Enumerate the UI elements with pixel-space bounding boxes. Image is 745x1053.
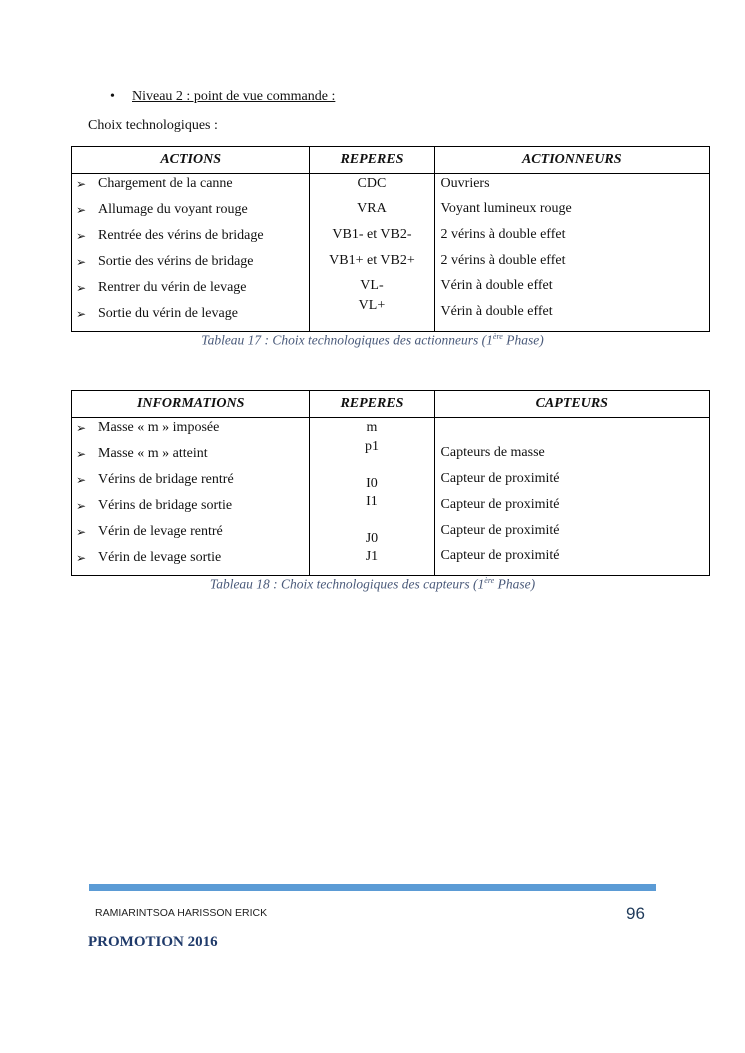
capteurs-cell: [434, 418, 709, 576]
arrowhead-bullet-icon: ➢: [76, 281, 87, 295]
arrowhead-bullet-icon: ➢: [76, 473, 87, 487]
arrowhead-bullet-icon: ➢: [76, 499, 87, 513]
bullet-icon: •: [110, 89, 115, 104]
capteur-value: Capteur de proximité: [440, 471, 560, 486]
actions-cell: [72, 174, 310, 332]
arrowhead-bullet-icon: ➢: [76, 255, 87, 269]
repere-value: VB1- et VB2-: [332, 227, 412, 242]
repere-value: VRA: [357, 201, 387, 216]
footer-divider: [89, 884, 656, 891]
sensors-table: [71, 390, 710, 576]
header-reperes: REPERES: [310, 147, 434, 174]
section-heading-text: Niveau 2 : point de vue commande :: [132, 89, 336, 104]
repere-value: VL-: [360, 278, 384, 293]
subheading: Choix technologiques :: [88, 118, 218, 133]
header-actions: ACTIONS: [72, 147, 310, 174]
actionneur-value: Voyant lumineux rouge: [440, 201, 572, 216]
repere-value: J0: [365, 531, 379, 546]
list-item: ➢ Rentrer du vérin de levage: [76, 280, 247, 295]
section-heading: [110, 89, 335, 105]
footer-author: RAMIARINTSOA HARISSON ERICK: [95, 907, 268, 919]
repere-value: I0: [366, 476, 378, 491]
actionneur-value: Vérin à double effet: [440, 304, 553, 319]
header-capteurs: CAPTEURS: [434, 391, 709, 418]
actionneur-value: 2 vérins à double effet: [440, 227, 566, 242]
arrowhead-bullet-icon: ➢: [76, 447, 87, 461]
repere-value: p1: [364, 439, 379, 454]
footer-promotion: PROMOTION 2016: [88, 934, 218, 950]
repere-value: VB1+ et VB2+: [329, 253, 415, 268]
arrowhead-bullet-icon: ➢: [76, 551, 87, 565]
list-item: ➢ Vérin de levage sortie: [76, 550, 222, 565]
reperes-cell: [310, 174, 434, 332]
list-item: ➢ Vérins de bridage sortie: [76, 498, 233, 513]
arrowhead-bullet-icon: ➢: [76, 525, 87, 539]
list-item: ➢ Chargement de la canne: [76, 176, 233, 191]
repere-value: I1: [366, 494, 378, 509]
repere-value: J1: [365, 549, 379, 564]
header-reperes: REPERES: [310, 391, 434, 418]
list-item: ➢ Masse « m » atteint: [76, 446, 208, 461]
list-item: ➢ Rentrée des vérins de bridage: [76, 228, 264, 243]
actionneur-value: 2 vérins à double effet: [440, 253, 566, 268]
list-item: ➢ Sortie du vérin de levage: [76, 306, 238, 321]
actionneur-value: Vérin à double effet: [440, 278, 553, 293]
table-caption-17: Tableau 17 : Choix technologiques des actionneurs (1ère Phase): [201, 332, 544, 348]
list-item: ➢ Allumage du voyant rouge: [76, 202, 248, 217]
reperes-cell: [310, 418, 434, 576]
actionneur-value: Ouvriers: [440, 176, 490, 191]
arrowhead-bullet-icon: ➢: [76, 307, 87, 321]
list-item: ➢ Masse « m » imposée: [76, 420, 220, 435]
arrowhead-bullet-icon: ➢: [76, 229, 87, 243]
list-item: ➢ Vérins de bridage rentré: [76, 472, 234, 487]
page-number: 96: [626, 904, 645, 923]
informations-cell: [72, 418, 310, 576]
arrowhead-bullet-icon: ➢: [76, 203, 87, 217]
capteur-value: Capteur de proximité: [440, 523, 560, 538]
repere-value: m: [366, 420, 378, 435]
arrowhead-bullet-icon: ➢: [76, 421, 87, 435]
capteur-value: Capteur de proximité: [440, 497, 560, 512]
actuators-table: [71, 146, 710, 332]
actionneurs-cell: [434, 174, 709, 332]
repere-value: VL+: [358, 298, 386, 313]
capteur-value: Capteur de proximité: [440, 548, 560, 563]
table-caption-18: Tableau 18 : Choix technologiques des capteurs (1ère Phase): [209, 576, 536, 592]
list-item: ➢ Sortie des vérins de bridage: [76, 254, 254, 269]
list-item: ➢ Vérin de levage rentré: [76, 524, 223, 539]
repere-value: CDC: [357, 176, 387, 191]
arrowhead-bullet-icon: ➢: [76, 177, 87, 191]
header-actionneurs: ACTIONNEURS: [434, 147, 709, 174]
capteur-value: Capteurs de masse: [440, 445, 545, 460]
header-informations: INFORMATIONS: [72, 391, 310, 418]
